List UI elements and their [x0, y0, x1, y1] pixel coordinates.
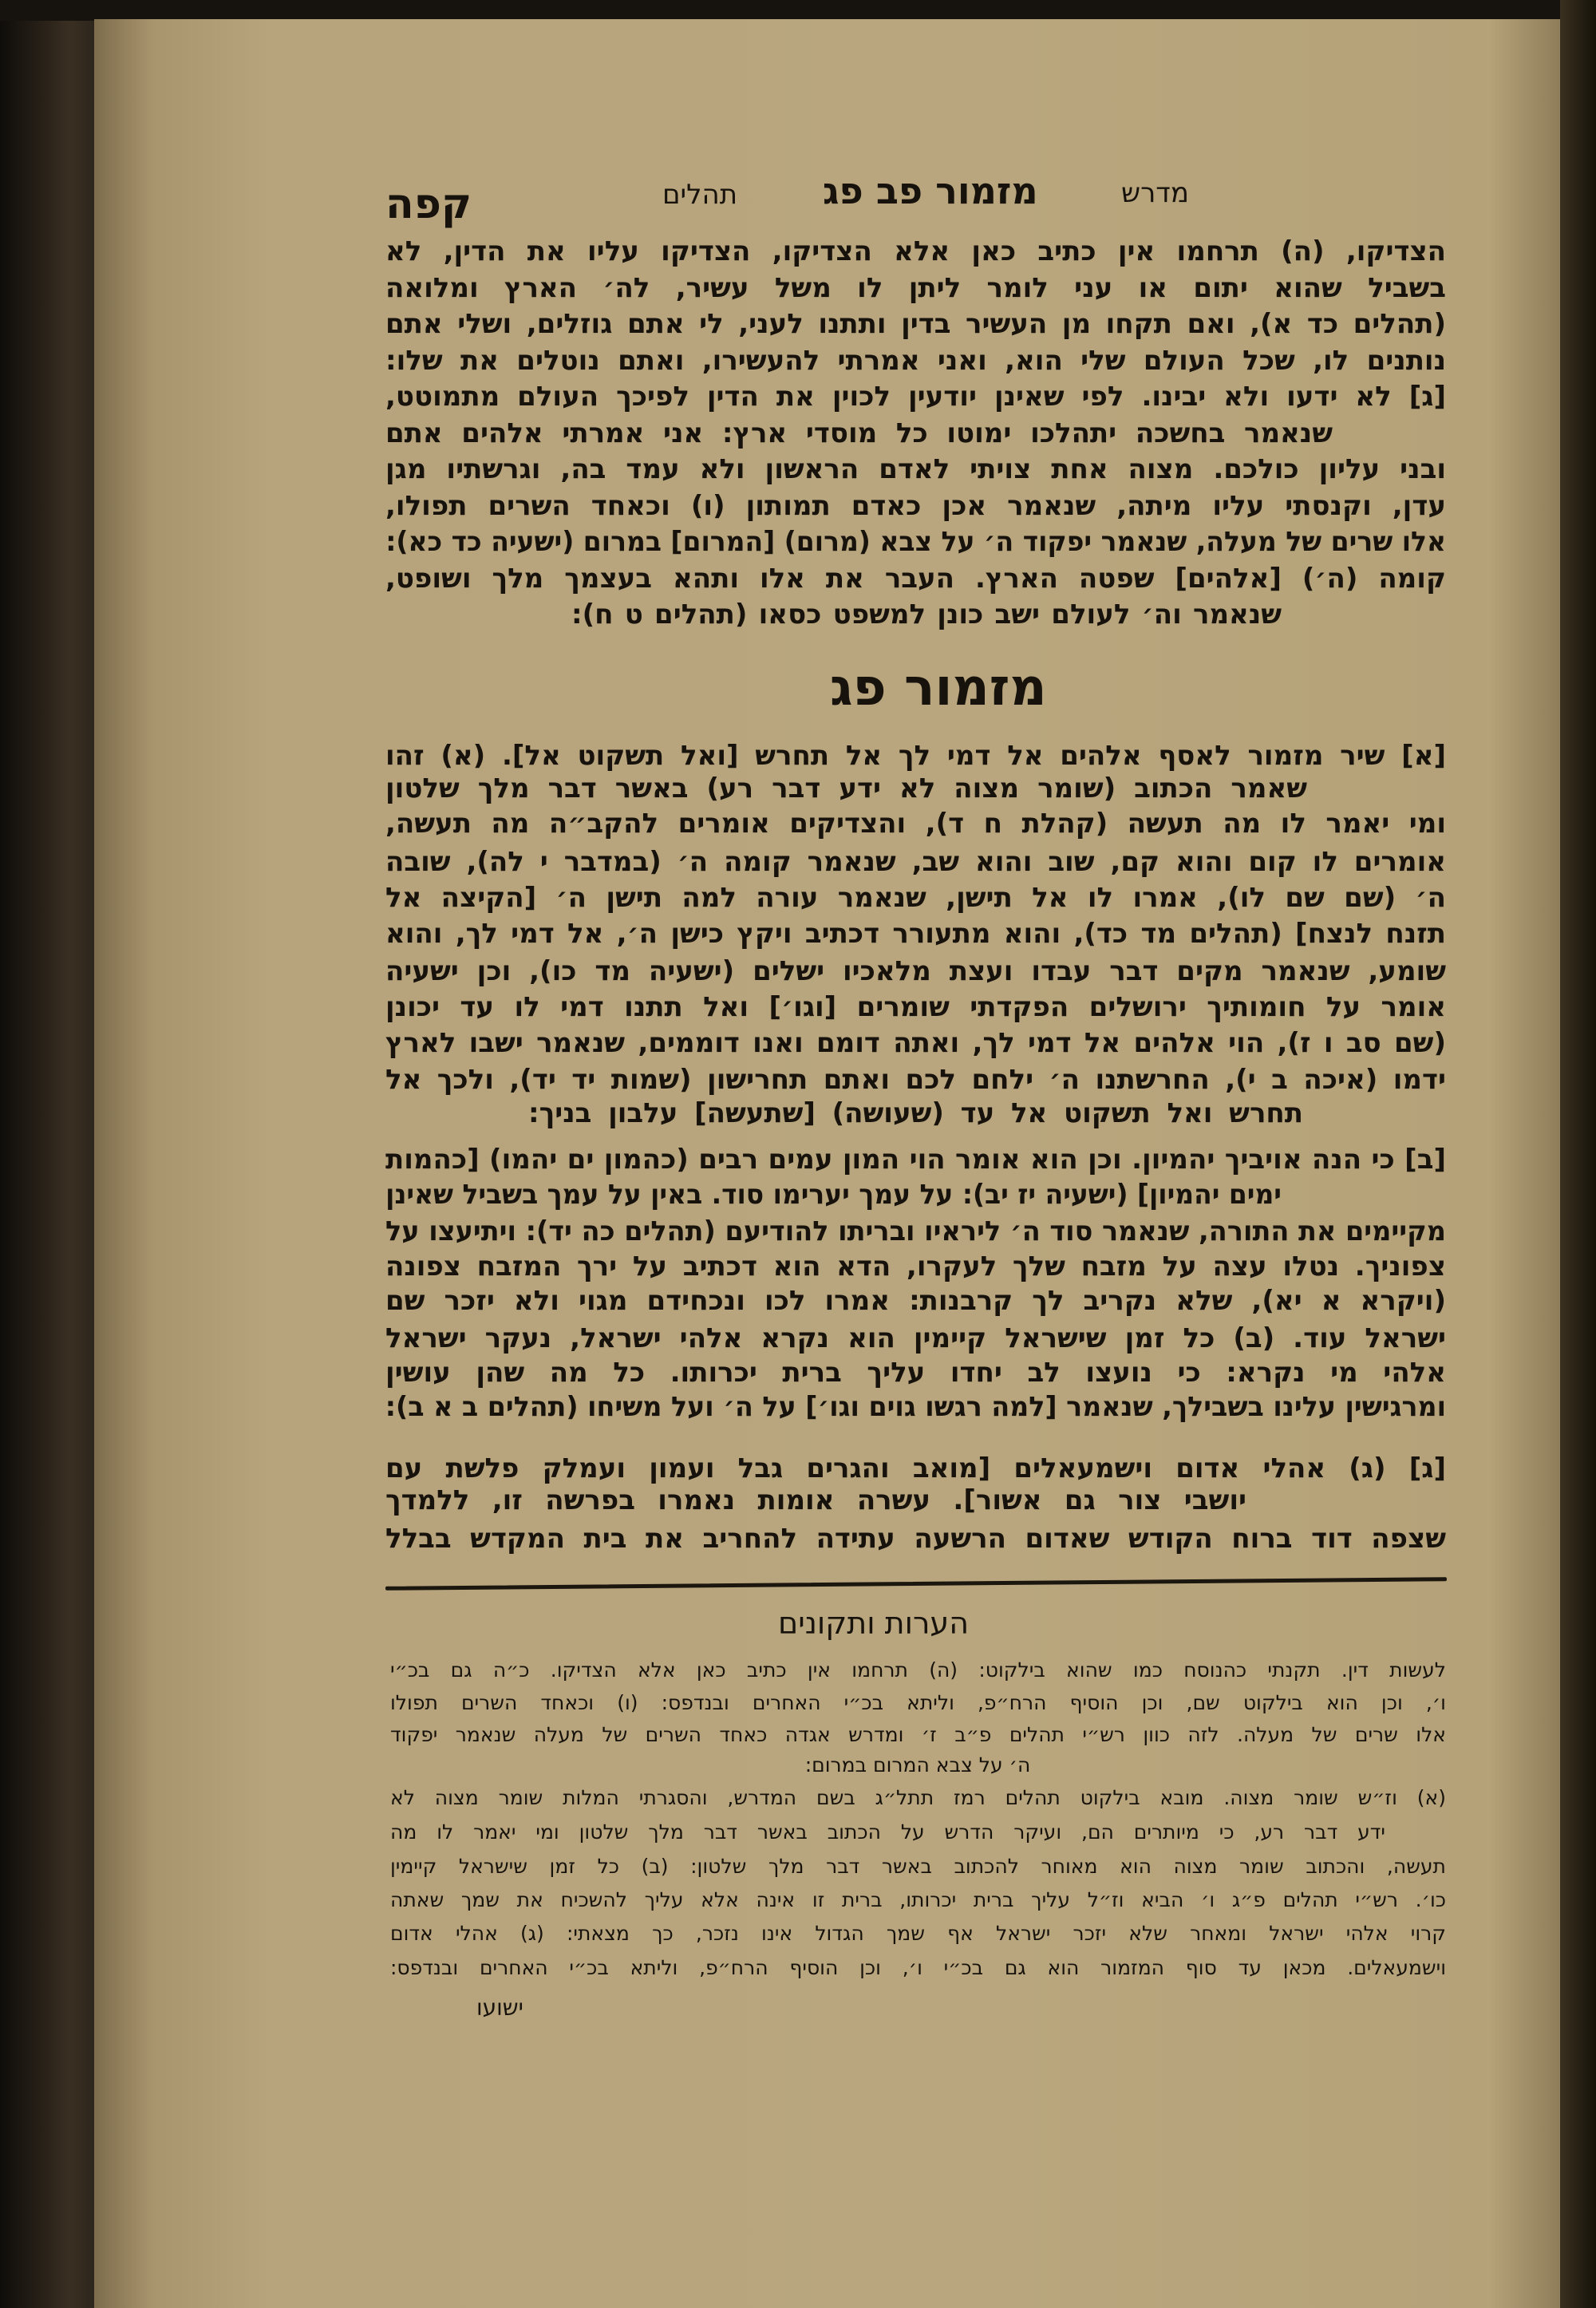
note-line: תעשה, והכתוב שומר מצוה הוא מאוחר להכתוב באשר דבר מלך שלטון: (ב) כל זמן שישראל קיימין — [390, 1855, 1446, 1878]
text-line: אומרים לו קום והוא קם, שוב והוא שב, שנאמר קומה ה׳ (במדבר י לה), שובה — [385, 846, 1446, 878]
header-title: תהלים — [662, 179, 738, 211]
note-line: כו׳. רש״י תהלים פ״ג ו׳ הביא וז״ל עליך ברית יכרותו, ברית זו אינה אלא עליך להשכיח את שמך שאתה — [390, 1888, 1446, 1911]
text-line: אלו שרים של מעלה, שנאמר יפקוד ה׳ על צבא (מרום) [המרום] במרום (ישעיה כד כא): — [385, 526, 1447, 558]
section-title: מזמור פג — [830, 658, 1047, 717]
text-line: קומה (ה׳) [אלהים] שפטה הארץ. העבר את אלו ותהא בעצמך מלך ושופט, — [385, 563, 1446, 595]
text-line: [ב] כי הנה אויביך יהמיון. וכן הוא אומר הוי המון עמים רבים (כהמון ים יהמו) [כהמות — [385, 1144, 1446, 1176]
text-line: בשביל שהוא יתום או עני לומר ליתן לו משל עשיר, לה׳ הארץ ומלואה — [385, 272, 1446, 304]
note-line: ידע דבר רע, כי מיותרים הם, ועיקר הדרש על הכתוב באשר דבר מלך שלטון ומי יאמר לו מה — [390, 1820, 1385, 1844]
note-line: וישמעאלים. מכאן עד סוף המזמור הוא גם בכ״י ו׳, וכן הוסיף הרח״פ, וליתא בכ״י האחרים ובנדפס: — [390, 1956, 1446, 1979]
text-line: יושבי צור גם אשור]. עשרה אומות נאמרו בפרשה זו, ללמדך — [385, 1484, 1246, 1516]
text-line: שומע, שנאמר מקים דבר עבדו ועצת מלאכיו ישלים (ישעיה מד כו), וכן ישעיה — [385, 955, 1446, 987]
text-line: [ג] לא ידעו ולא יבינו. לפי שאינן יודעין לכוין את הדין לפיכך העולם מתמוטט, — [385, 381, 1446, 413]
note-line: ו׳, וכן הוא בילקוט שם, וכן הוסיף הרח״פ, וליתא בכ״י האחרים ובנדפס: (ו) וכאחד השרים תפולו — [390, 1691, 1446, 1714]
text-line: ימים יהמיון] (ישעיה יז יב): על עמך יערימו סוד. באין על עמך בשביל שאינן — [385, 1179, 1282, 1211]
note-line: קרוי אלהי ישראל ומאחר שלא יזכר ישראל אף שמך הגדול אינו נזכר, כך מצאתי: (ג) אהלי אדום — [390, 1922, 1446, 1945]
catchword: ישועו — [476, 1994, 523, 2021]
text-line: שנאמר בחשכה יתהלכו ימוטו כל מוסדי ארץ: אני אמרתי אלהים אתם — [385, 417, 1333, 449]
scan-top-border — [0, 0, 1596, 21]
note-line: לעשות דין. תקנתי כהנוסח כמו שהוא בילקוט: (ה) תרחמו אין כתיב כאן אלא הצדיקו. כ״ה גם בכ״י — [390, 1658, 1446, 1682]
text-line: ישראל עוד. (ב) כל זמן שישראל קיימין הוא נקרא אלהי ישראל, נעקר ישראל — [385, 1322, 1446, 1354]
note-line: ה׳ על צבא המרום במרום: — [804, 1753, 1031, 1776]
header-book: מדרש — [1121, 177, 1189, 209]
text-line: ובני עליון כולכם. מצוה אחת צויתי לאדם הראשון ולא עמד בה, וגרשתיו מגן — [385, 453, 1446, 485]
text-line: ומי יאמר לו מה תעשה (קהלת ח ד), והצדיקים אומרים להקב״ה מה תעשה, — [385, 808, 1446, 840]
text-line: אלהי מי נקרא: כי נועצו לב יחדו עליך ברית יכרותו. כל מה שהן עושין — [385, 1357, 1446, 1389]
text-line: (שם סב ו ז), הוי אלהים אל דמי לך, ואתה דומם ואנו דוממים, שנאמר ישבו לארץ — [385, 1027, 1446, 1059]
page-number: קפה — [385, 180, 472, 228]
text-line: מקיימים את התורה, שנאמר סוד ה׳ ליראיו ובריתו להודיעם (תהלים כה יד): ויתיעצו על — [385, 1215, 1446, 1247]
text-line: נותנים לו, שכל העולם שלי הוא, ואני אמרתי להעשירו, ואתם נוטלים את שלו: — [385, 345, 1446, 377]
note-line: אלו שרים של מעלה. לזה כוון רש״י תהלים פ״ב ז׳ ומדרש אגדה כאחד השרים של מעלה שנאמר יפקוד — [390, 1723, 1446, 1746]
text-line: תזנח לנצח] (תהלים מד כד), והוא מתעורר דכתיב ויקץ כישן ה׳, אל דמי לך, והוא — [385, 918, 1446, 950]
text-line: הצדיקו, (ה) תרחמו אין כתיב כאן אלא הצדיקו, הצדיקו עליו את הדין, לא — [385, 235, 1446, 267]
text-line: [ג] (ג) אהלי אדום וישמעאלים [מואב והגרים גבל ועמון ועמלק פלשת עם — [385, 1452, 1446, 1484]
text-line: עדן, וקנסתי עליו מיתה, שנאמר אכן כאדם תמותון (ו) וכאחד השרים תפולו, — [385, 490, 1446, 522]
text-line: (תהלים כד א), ואם תקחו מן העשיר בדין ותתנו לעני, לי אתם גוזלים, ושלי אתם — [385, 308, 1446, 340]
text-line: (ויקרא א יא), שלא נקריב לך קרבנות: אמרו לכו ונכחידם מגוי ולא יזכר שם — [385, 1285, 1446, 1317]
text-line: צפוניך. נטלו עצה על מזבח שלך לעקרו, הדא הוא דכתיב על ירך המזבח צפונה — [385, 1251, 1446, 1282]
note-line: (א) וז״ש שומר מצוה. מובא בילקוט תהלים רמז תתל״ג בשם המדרש, והסגרתי המלות שומר מצוה לא — [390, 1786, 1446, 1809]
next-page-edge — [1560, 0, 1596, 2308]
book-cover-edge — [0, 0, 100, 2308]
text-line: שצפה דוד ברוח הקודש שאדום הרשעה עתידה להחריב את בית המקדש בבלל — [385, 1523, 1446, 1555]
text-line: [א] שיר מזמור לאסף אלהים אל דמי לך אל תחרש [ואל תשקוט אל]. (א) זהו — [385, 740, 1446, 772]
text-line: ומרגישין עלינו בשבילך, שנאמר [למה רגשו גוים וגו׳] על ה׳ ועל משיחו (תהלים ב א ב): — [385, 1391, 1447, 1423]
notes-heading: הערות ותקונים — [778, 1606, 970, 1641]
text-line: תחרש ואל תשקוט אל עד (שעושה) [שתעשה] עלבון בניך: — [528, 1097, 1303, 1129]
text-line: ידמו (איכה ב י), החרשתנו ה׳ ילחם לכם ואתם תחרישון (שמות יד יד), ולכך אל — [385, 1064, 1446, 1096]
text-line: שנאמר וה׳ לעולם ישב כונן למשפט כסאו (תהלים ט ח): — [571, 599, 1282, 630]
header-psalm: מזמור פב פג — [823, 169, 1038, 212]
text-line: שאמר הכתוב (שומר מצוה לא ידע דבר רע) באשר דבר מלך שלטון — [385, 773, 1307, 804]
text-line: ה׳ (שם שם לו), אמרו לו אל תישן, שנאמר עורה למה תישן ה׳ [הקיצה אל — [385, 882, 1446, 914]
text-line: אומר על חומותיך ירושלים הפקדתי שומרים [וגו׳] ואל תתנו דמי לו עד יכונן — [385, 991, 1446, 1023]
